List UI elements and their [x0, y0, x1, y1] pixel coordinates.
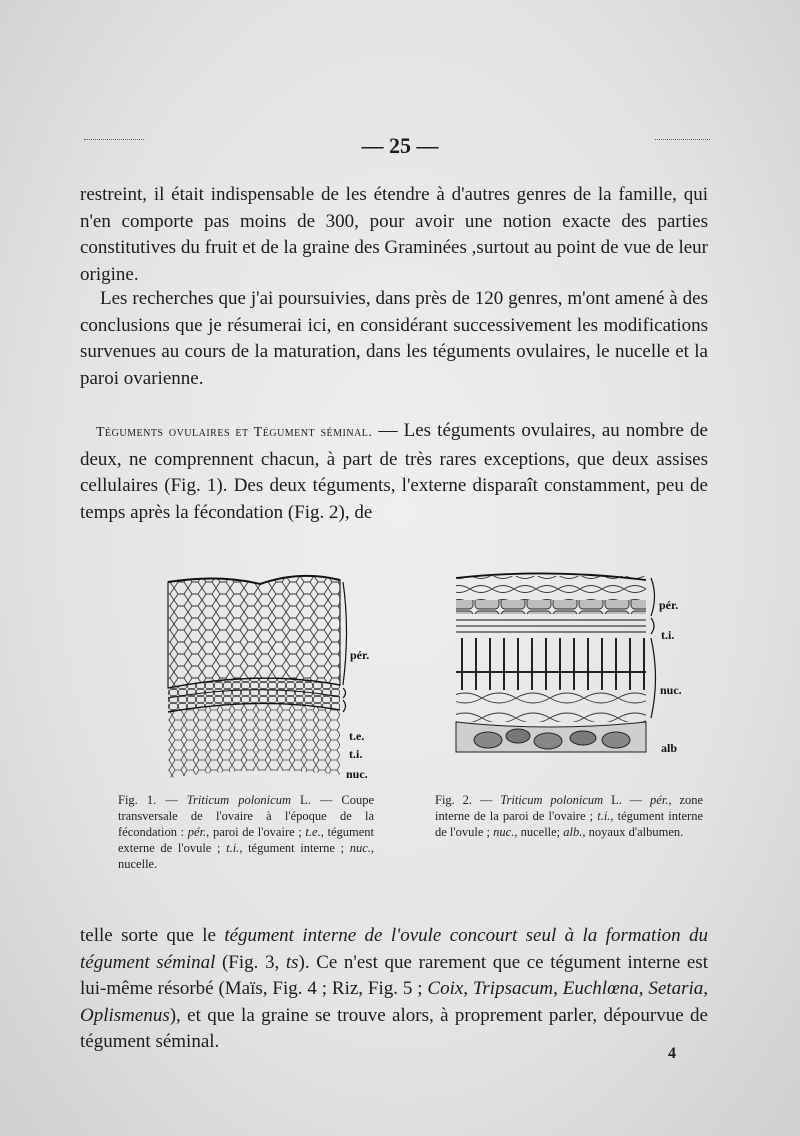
page-number: — 25 —	[361, 133, 439, 158]
paragraph-2-text: Les recherches que j'ai poursuivies, dans près de 120 genres, m'ont amené à des conclusions que je résumerai ici, en considérant successivement les modifications survenues au cours de la maturation, dans les téguments ovulaires, le nucelle et la paroi ovarienne.	[80, 288, 708, 389]
figure-1-label-te: t.e.	[349, 729, 365, 743]
figure-2-label-nuc: nuc.	[660, 683, 682, 697]
figure-1-label-ti: t.i.	[349, 747, 363, 761]
paragraph-3	[80, 418, 708, 526]
figure-2-label-alb: alb	[661, 741, 678, 755]
figure-1-caption-species: Triticum polonicum	[186, 793, 291, 807]
figure-1-caption-te-text: , tégument externe de l'ovule ;	[118, 825, 374, 855]
figure-1-caption-ti-text: , tégument interne ;	[239, 841, 350, 855]
figure-2-caption-species: Triticum polonicum	[500, 793, 604, 807]
figure-1-caption-per: pér.	[187, 825, 207, 839]
figure-2-caption-prefix: Fig. 2. —	[435, 793, 501, 807]
figure-2-caption-ti: t.i.	[597, 809, 611, 823]
paragraph-4-emphasis-ts: ts	[285, 951, 299, 973]
signature-mark: 4	[668, 1045, 676, 1062]
paragraph-4-text-g: ), et que la graine se trouve alors, à proprement parler, dépourvue de tégument séminal.	[80, 1004, 708, 1052]
figure-1-caption-nuc: nuc.	[349, 841, 371, 855]
figure-2-label-per: pér.	[659, 598, 679, 612]
figure-1-caption-te: t.e.	[305, 825, 321, 839]
paragraph-4-text-e: ). Ce n'est que rarement que ce tégument interne est lui-même résorbé (Maïs, Fig. 4 ; Riz, Fig. 5 ;	[80, 951, 708, 999]
figure-2-drawing	[448, 568, 688, 758]
paragraph-1-text: restreint, il était indispensable de les étendre à d'autres genres de la famille, qui n'en comporte pas moins de 300, pour avoir une notion exacte des parties constitutives du fruit et de la graine des Graminées ,surtout au point de vue de leur origine.	[80, 184, 708, 285]
figure-2-caption-nuc: nuc.	[493, 825, 515, 839]
figure-1-caption-nuc-text: , nucelle.	[118, 841, 374, 871]
figure-1-label-per: pér.	[350, 648, 370, 662]
paragraph-1	[80, 182, 708, 288]
paragraph-4-text-a: telle sorte que le	[80, 925, 225, 946]
paragraph-4-text-c: (Fig. 3,	[215, 951, 286, 973]
figure-1-caption-ti: t.i.	[226, 841, 240, 855]
section-heading: Téguments ovulaires et Tégument séminal.	[96, 425, 373, 440]
figure-2-caption-per-text: , zone interne de la paroi de l'ovaire ;	[435, 793, 703, 823]
paragraph-2	[80, 286, 708, 392]
figure-2-caption-nuc-text: , nucelle;	[514, 825, 564, 839]
figure-2	[448, 568, 688, 758]
figure-1-caption-per-text: , paroi de l'ovaire ;	[206, 825, 306, 839]
figure-1	[160, 570, 385, 785]
figure-1-caption	[118, 792, 374, 872]
figure-2-caption-alb: alb.	[563, 825, 583, 839]
figure-2-caption-alb-text: , noyaux d'albumen.	[582, 825, 684, 839]
figure-2-caption-per: pér.	[650, 793, 669, 807]
figure-2-caption	[435, 792, 703, 840]
paragraph-3-text: — Les téguments ovulaires, au nombre de deux, ne comprennent chacun, à part de très rares exceptions, que deux assises cellulaires (Fig. 1). Des deux téguments, l'externe disparaît constamment, peu de temps après la fécondation (Fig. 2), de	[80, 420, 708, 523]
paragraph-4-emphasis-a: tégument interne de l'ovule concourt seul à la formation du tégument séminal	[80, 925, 709, 973]
figure-2-label-ti: t.i.	[661, 628, 675, 642]
paragraph-4-emphasis-genera: Coix, Tripsacum, Euchlœna, Setaria, Oplismenus	[80, 978, 709, 1026]
figure-1-label-nuc: nuc.	[346, 767, 368, 781]
figure-2-caption-rest: L. —	[603, 793, 651, 807]
figure-2-caption-ti-text: , tégument interne de l'ovule ;	[435, 809, 703, 839]
figure-1-caption-rest: L. — Coupe transversale de l'ovaire à l'époque de la fécondation :	[118, 793, 374, 839]
paragraph-4	[80, 923, 708, 1056]
figure-1-caption-prefix: Fig. 1. —	[118, 793, 187, 807]
